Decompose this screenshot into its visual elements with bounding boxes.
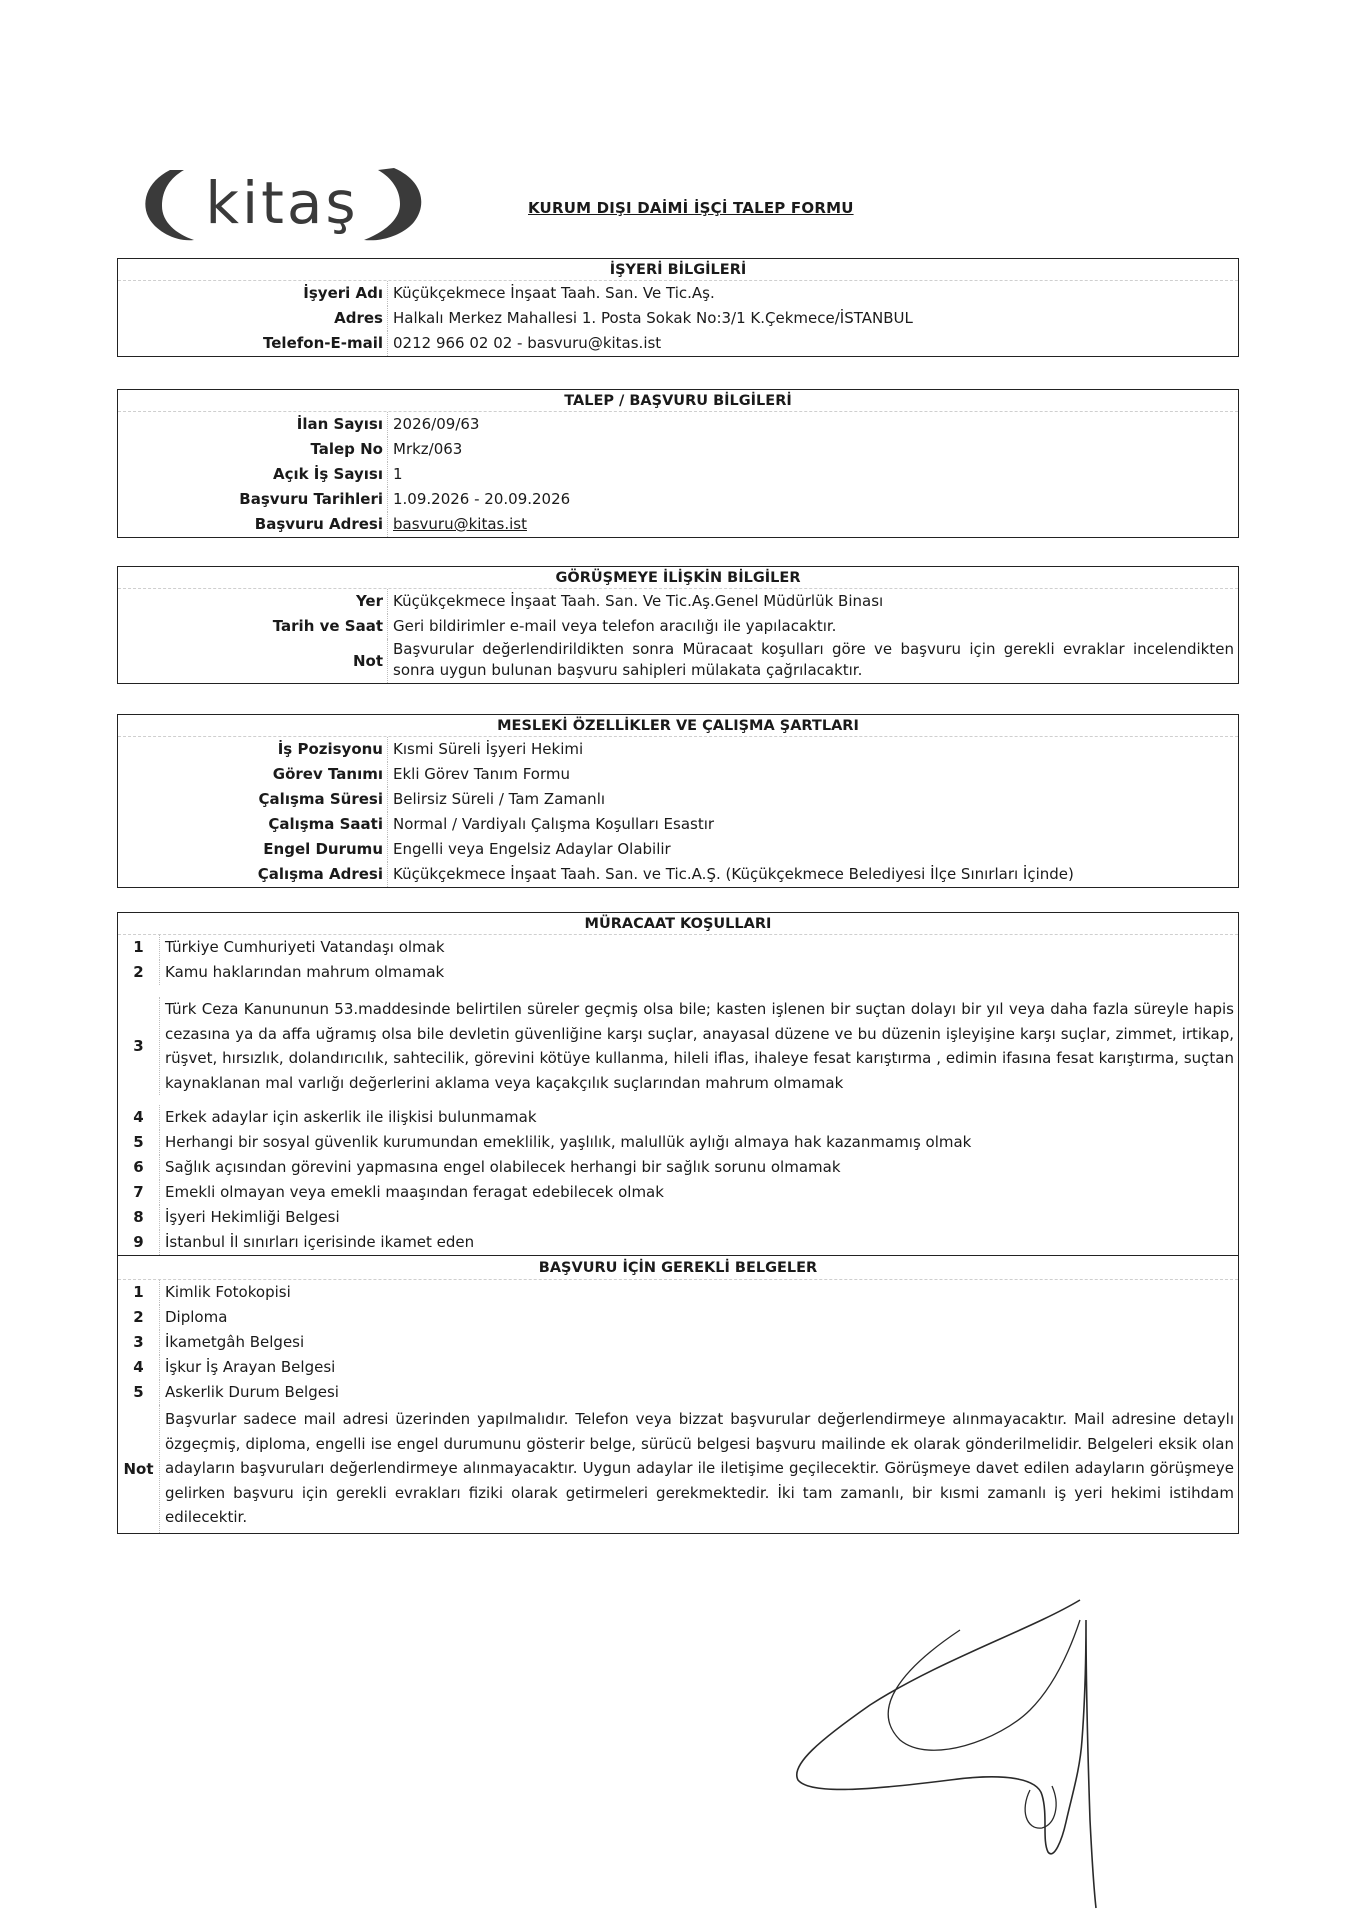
item-text: Erkek adaylar için askerlik ile ilişkisi bulunmamak <box>165 1108 537 1126</box>
row-value: 1.09.2026 - 20.09.2026 <box>393 490 571 508</box>
isyeri-section <box>117 258 1239 357</box>
row-label: Talep No <box>118 437 388 462</box>
info-row-acik-is-sayisi <box>118 462 1238 487</box>
list-item <box>118 1280 1238 1305</box>
info-row-gorev-tanimi <box>118 762 1238 787</box>
row-label: İşyeri Adı <box>118 281 388 306</box>
row-value: Küçükçekmece İnşaat Taah. San. Ve Tic.Aş. <box>393 284 715 302</box>
info-row-calisma-saati <box>118 812 1238 837</box>
kitas-logo <box>132 160 432 250</box>
info-row-basvuru-tarihleri <box>118 487 1238 512</box>
list-item <box>118 1380 1238 1405</box>
row-value: Kısmi Süreli İşyeri Hekimi <box>393 740 584 758</box>
row-label: Açık İş Sayısı <box>118 462 388 487</box>
list-item <box>118 960 1238 985</box>
item-number: 5 <box>118 1130 160 1155</box>
info-row-calisma-suresi <box>118 787 1238 812</box>
row-label: Telefon-E-mail <box>118 331 388 356</box>
row-value: Engelli veya Engelsiz Adaylar Olabilir <box>393 840 671 858</box>
row-value: Belirsiz Süreli / Tam Zamanlı <box>393 790 606 808</box>
section-title: MESLEKİ ÖZELLİKLER VE ÇALIŞMA ŞARTLARI <box>118 715 1238 737</box>
row-label: Çalışma Saati <box>118 812 388 837</box>
belgeler-title: BAŞVURU İÇİN GEREKLİ BELGELER <box>118 1255 1238 1280</box>
row-label: İlan Sayısı <box>118 412 388 437</box>
list-item <box>118 1205 1238 1230</box>
item-text: İkametgâh Belgesi <box>165 1333 305 1351</box>
info-row-talep-no <box>118 437 1238 462</box>
info-row-ilan-sayisi <box>118 412 1238 437</box>
item-number: 2 <box>118 1305 160 1330</box>
row-label: Görev Tanımı <box>118 762 388 787</box>
row-value: Geri bildirimler e-mail veya telefon aracılığı ile yapılacaktır. <box>393 617 837 635</box>
info-row-tarih-ve-saat <box>118 614 1238 639</box>
row-label: Başvuru Adresi <box>118 512 388 537</box>
row-value: Normal / Vardiyalı Çalışma Koşulları Esastır <box>393 815 715 833</box>
item-text: Diploma <box>165 1308 228 1326</box>
row-value: 2026/09/63 <box>393 415 480 433</box>
row-label: Adres <box>118 306 388 331</box>
list-item <box>118 1330 1238 1355</box>
row-value: Mrkz/063 <box>393 440 463 458</box>
row-value: 1 <box>393 465 403 483</box>
note-label: Not <box>118 1405 160 1533</box>
item-number: 3 <box>118 997 160 1095</box>
row-value: 0212 966 02 02 - basvuru@kitas.ist <box>393 334 662 352</box>
section-title: MÜRACAAT KOŞULLARI <box>118 913 1238 935</box>
section-title: TALEP / BAŞVURU BİLGİLERİ <box>118 390 1238 412</box>
list-item <box>118 1130 1238 1155</box>
row-label: Not <box>118 639 388 683</box>
item-text: Kamu haklarından mahrum olmamak <box>165 963 445 981</box>
gorusme-section <box>117 566 1239 684</box>
email-link[interactable]: basvuru@kitas.ist <box>393 515 527 533</box>
item-text: Herhangi bir sosyal güvenlik kurumundan emeklilik, yaşlılık, malullük aylığı almaya hak kazanmamış olmak <box>165 1133 972 1151</box>
item-number: 9 <box>118 1230 160 1255</box>
info-row-telefon-email <box>118 331 1238 356</box>
section-title: İŞYERİ BİLGİLERİ <box>118 259 1238 281</box>
list-item <box>118 1105 1238 1130</box>
form-title: KURUM DIŞI DAİMİ İŞÇİ TALEP FORMU <box>528 199 854 217</box>
item-text: Kimlik Fotokopisi <box>165 1283 291 1301</box>
row-value: Halkalı Merkez Mahallesi 1. Posta Sokak No:3/1 K.Çekmece/İSTANBUL <box>393 309 913 327</box>
list-item <box>118 985 1238 1105</box>
item-number: 2 <box>118 960 160 985</box>
row-value: Başvurular değerlendirildikten sonra Müracaat koşulları göre ve başvuru için gerekli evraklar incelendikten sonra uygun bulunan başvuru sahipleri mülakata çağrılacaktır. <box>393 640 1234 679</box>
info-row-engel-durumu <box>118 837 1238 862</box>
list-item <box>118 1305 1238 1330</box>
row-label: İş Pozisyonu <box>118 737 388 762</box>
item-number: 1 <box>118 1280 160 1305</box>
row-value: Ekli Görev Tanım Formu <box>393 765 570 783</box>
row-label: Engel Durumu <box>118 837 388 862</box>
row-label: Tarih ve Saat <box>118 614 388 639</box>
item-number: 1 <box>118 935 160 960</box>
list-item <box>118 935 1238 960</box>
item-number: 7 <box>118 1180 160 1205</box>
mesleki-section <box>117 714 1239 888</box>
row-value: Küçükçekmece İnşaat Taah. San. ve Tic.A.Ş. (Küçükçekmece Belediyesi İlçe Sınırları İçinde) <box>393 865 1074 883</box>
item-number: 5 <box>118 1380 160 1405</box>
list-item <box>118 1230 1238 1255</box>
info-row-isyeri-adi <box>118 281 1238 306</box>
row-label: Yer <box>118 589 388 614</box>
item-text: Türk Ceza Kanununun 53.maddesinde belirtilen süreler geçmiş olsa bile; kasten işlenen bir suçtan dolayı bir yıl veya daha fazla süreyle hapis cezasına ya da affa uğramış olsa bile devletin güvenliğine karşı suçlar, anayasal düzene ve bu düzenin işleyişine karşı suçlar, zimmet, irtikap, rüşvet, hırsızlık, dolandırıcılık, sahtecilik, görevini kötüye kullanma, hileli iflas, ihaleye fesat karıştırma , edimin ifasına fesat karıştırma, suçtan kaynaklanan mal varlığı değerlerini aklama veya kaçakçılık suçlarından mahrum olmamak <box>165 1000 1234 1092</box>
item-number: 4 <box>118 1105 160 1130</box>
belgeler-note <box>118 1405 1238 1533</box>
muracaat-section <box>117 912 1239 1534</box>
note-text: Başvurlar sadece mail adresi üzerinden yapılmalıdır. Telefon veya bizzat başvurular değerlendirmeye alınmayacaktır. Mail adresine detaylı özgeçmiş, diploma, engelli ise engel durumunu gösterir belge, sürücü belgesi başvuru mailinde ek olarak gönderilmelidir. Belgeleri eksik olan adayların başvuruları değerlendirmeye alınmayacaktır. Uygun adaylar ile iletişime geçilecektir. Görüşmeye davet edilen adayların görüşmeye gelirken başvuru için gerekli evrakları fiziki olarak getirmeleri gerekmektedir. İki tam zamanlı, bir kısmi zamanlı iş yeri hekimi istihdam edilecektir. <box>165 1410 1234 1526</box>
item-text: İstanbul İl sınırları içerisinde ikamet eden <box>165 1233 475 1251</box>
item-text: İşkur İş Arayan Belgesi <box>165 1358 336 1376</box>
item-text: Sağlık açısından görevini yapmasına engel olabilecek herhangi bir sağlık sorunu olmamak <box>165 1158 841 1176</box>
item-number: 3 <box>118 1330 160 1355</box>
info-row-is-pozisyonu <box>118 737 1238 762</box>
row-label: Çalışma Adresi <box>118 862 388 887</box>
list-item <box>118 1180 1238 1205</box>
info-row-yer <box>118 589 1238 614</box>
item-text: Türkiye Cumhuriyeti Vatandaşı olmak <box>165 938 445 956</box>
item-text: İşyeri Hekimliği Belgesi <box>165 1208 340 1226</box>
info-row-calisma-adresi <box>118 862 1238 887</box>
section-title: GÖRÜŞMEYE İLİŞKİN BİLGİLER <box>118 567 1238 589</box>
item-number: 8 <box>118 1205 160 1230</box>
item-number: 4 <box>118 1355 160 1380</box>
item-text: Askerlik Durum Belgesi <box>165 1383 339 1401</box>
info-row-not <box>118 639 1238 683</box>
talep-section <box>117 389 1239 538</box>
row-label: Başvuru Tarihleri <box>118 487 388 512</box>
logo-text: kitaş <box>205 169 359 237</box>
handwritten-signature <box>780 1590 1170 1910</box>
row-label: Çalışma Süresi <box>118 787 388 812</box>
info-row-basvuru-adresi <box>118 512 1238 537</box>
list-item <box>118 1155 1238 1180</box>
row-value: Küçükçekmece İnşaat Taah. San. Ve Tic.Aş.Genel Müdürlük Binası <box>393 592 884 610</box>
item-text: Emekli olmayan veya emekli maaşından feragat edebilecek olmak <box>165 1183 664 1201</box>
info-row-adres <box>118 306 1238 331</box>
list-item <box>118 1355 1238 1380</box>
item-number: 6 <box>118 1155 160 1180</box>
